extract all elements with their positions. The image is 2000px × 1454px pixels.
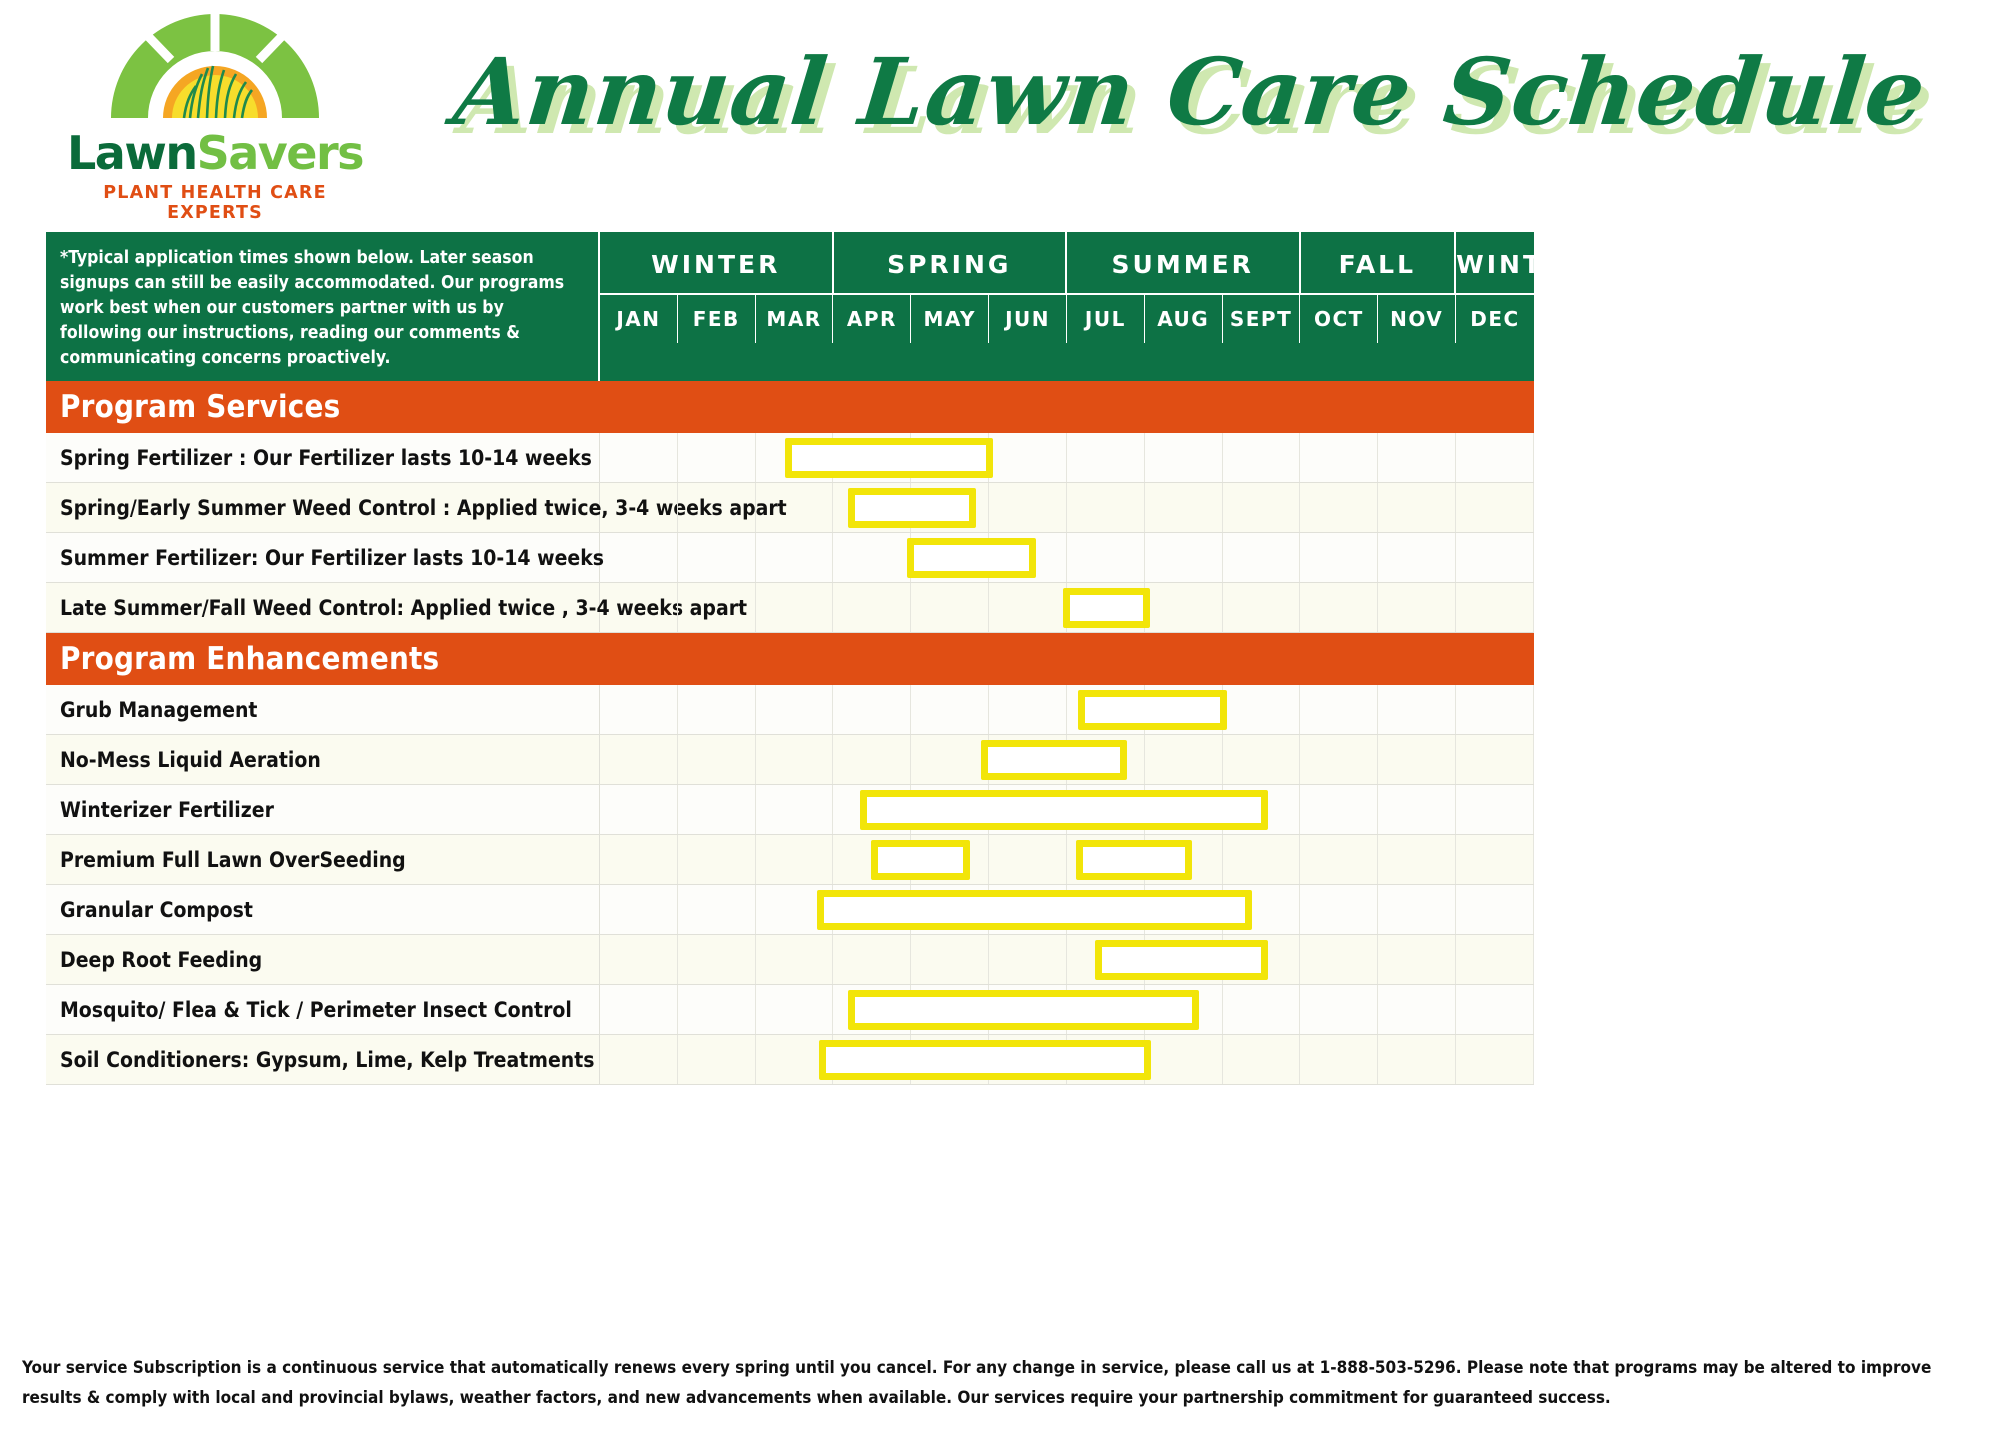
timeline-cell-feb [678,533,756,582]
service-label: Late Summer/Fall Weed Control: Applied twice , 3-4 weeks apart [46,583,600,632]
timeline-cell-mar [756,533,834,582]
timeline-cell-jul [1067,433,1145,482]
timeline-cell-oct [1300,1035,1378,1084]
timeline-cell-feb [678,583,756,632]
schedule-bar [848,488,976,528]
timeline-cell-may [911,685,989,734]
timeline-cell-aug [1145,1035,1223,1084]
timeline-cell-apr [833,583,911,632]
timeline-cell-sept [1223,433,1301,482]
timeline-cell-mar [756,985,834,1034]
schedule-bar [819,1040,1151,1080]
table-row [46,533,1534,583]
brand-wordmark-lawn: Lawn [66,126,197,180]
timeline-cell-jan [600,785,678,834]
timeline-cell-apr [833,735,911,784]
timeline-cell-mar [756,685,834,734]
timeline-cell-jan [600,735,678,784]
timeline-cell-sept [1223,985,1301,1034]
month-cell-aug: AUG [1145,295,1223,343]
schedule-bar [871,840,971,880]
timeline-cell-nov [1378,533,1456,582]
table-row [46,433,1534,483]
timeline-cell-aug [1145,583,1223,632]
timeline-cell-apr [833,533,911,582]
timeline-cell-jan [600,1035,678,1084]
month-cell-may: MAY [911,295,989,343]
service-label: Summer Fertilizer: Our Fertilizer lasts 10-14 weeks [46,533,600,582]
timeline-cell-sept [1223,583,1301,632]
section-header-program-services: Program Services [46,381,1534,433]
footer-text: Your service Subscription is a continuous service that automatically renews every spring until you cancel. For any change in service, please call us at 1-888-503-5296. Please note that programs may be altered to improve results & comply with local and provincial bylaws, weather factors, and new advancements when available. Our services require your partnership commitment for guaranteed success. [22,1358,1932,1408]
timeline-cell-jan [600,533,678,582]
service-label: Deep Root Feeding [46,935,600,984]
timeline-cell-jan [600,835,678,884]
brand-logo [55,8,375,223]
timeline-cell-jan [600,583,678,632]
timeline-cell-oct [1300,835,1378,884]
timeline-cells [600,685,1534,734]
timeline-cell-jun [989,433,1067,482]
timeline-cell-sept [1223,1035,1301,1084]
timeline-cell-dec [1456,835,1534,884]
service-label: Soil Conditioners: Gypsum, Lime, Kelp Treatments [46,1035,600,1084]
timeline-cell-nov [1378,1035,1456,1084]
timeline-cell-dec [1456,685,1534,734]
timeline-cells [600,985,1534,1034]
timeline-cell-jan [600,483,678,532]
table-row [46,735,1534,785]
timeline-cell-dec [1456,985,1534,1034]
month-cell-feb: FEB [678,295,756,343]
schedule-note-text: *Typical application times shown below. Later season signups can still be easily accommodated. Our programs work best when our customers partner with us by following our instructions, reading our comments & communicating concerns proactively. [60,248,565,368]
schedule-bar [907,538,1035,578]
timeline-cell-feb [678,735,756,784]
timeline-cell-nov [1378,433,1456,482]
schedule-bar [981,740,1127,780]
timeline-cell-jan [600,985,678,1034]
month-row [600,295,1534,343]
page-title: Annual Lawn Care Schedule [449,38,1931,146]
timeline-cell-mar [756,935,834,984]
timeline-cell-oct [1300,483,1378,532]
timeline-cell-mar [756,483,834,532]
timeline-cell-jun [989,685,1067,734]
service-label: Spring Fertilizer : Our Fertilizer lasts 10-14 weeks [46,433,600,482]
month-cell-jun: JUN [989,295,1067,343]
timeline-cells [600,935,1534,984]
timeline-cell-oct [1300,433,1378,482]
table-row [46,685,1534,735]
timeline-cell-nov [1378,785,1456,834]
season-cell-spring-1: SPRING [834,232,1068,295]
month-cell-mar: MAR [756,295,834,343]
timeline-cell-feb [678,685,756,734]
brand-wordmark [55,128,375,178]
timeline-cell-apr [833,685,911,734]
service-label: Grub Management [46,685,600,734]
schedule-bar [1076,840,1191,880]
season-cell-summer-2: SUMMER [1067,232,1301,295]
timeline-cell-nov [1378,583,1456,632]
schedule-sections [46,381,1534,1085]
timeline-cell-jan [600,885,678,934]
timeline-cell-aug [1145,735,1223,784]
timeline-cell-jun [989,835,1067,884]
timeline-cell-feb [678,935,756,984]
timeline-cells [600,1035,1534,1084]
timeline-cell-jul [1067,483,1145,532]
timeline-cell-feb [678,1035,756,1084]
timeline-cells [600,583,1534,632]
timeline-cell-nov [1378,483,1456,532]
timeline-cell-oct [1300,985,1378,1034]
timeline-cell-feb [678,785,756,834]
timeline-cell-aug [1145,483,1223,532]
timeline-cell-nov [1378,985,1456,1034]
table-row [46,885,1534,935]
timeline-cells [600,735,1534,784]
season-row [600,232,1586,295]
schedule-bar [860,790,1268,830]
calendar-header [600,232,1586,381]
timeline-cell-sept [1223,735,1301,784]
timeline-cell-may [911,935,989,984]
schedule-bar [785,438,993,478]
timeline-cell-feb [678,985,756,1034]
page-title-wrap [400,38,1980,178]
timeline-cell-oct [1300,885,1378,934]
timeline-cell-oct [1300,735,1378,784]
timeline-cell-sept [1223,533,1301,582]
sunrise-grass-logo-icon [90,8,340,128]
timeline-cell-sept [1223,835,1301,884]
service-label: Granular Compost [46,885,600,934]
brand-wordmark-savers: Savers [196,126,364,180]
timeline-cell-jan [600,685,678,734]
timeline-cell-aug [1145,433,1223,482]
service-label: Mosquito/ Flea & Tick / Perimeter Insect Control [46,985,600,1034]
month-cell-nov: NOV [1378,295,1456,343]
table-row [46,483,1534,533]
service-label: Premium Full Lawn OverSeeding [46,835,600,884]
timeline-cell-nov [1378,685,1456,734]
timeline-cell-dec [1456,483,1534,532]
timeline-cell-dec [1456,935,1534,984]
timeline-cell-jan [600,935,678,984]
month-cell-sept: SEPT [1223,295,1301,343]
timeline-cell-dec [1456,433,1534,482]
timeline-cells [600,533,1534,582]
timeline-cell-oct [1300,583,1378,632]
schedule-bar [817,890,1252,930]
timeline-cell-oct [1300,785,1378,834]
section-header-program-enhancements: Program Enhancements [46,633,1534,685]
schedule-note [46,232,600,381]
service-label: Spring/Early Summer Weed Control : Applied twice, 3-4 weeks apart [46,483,600,532]
service-label: No-Mess Liquid Aeration [46,735,600,784]
season-cell-winter-4: WINTER [1456,232,1534,295]
table-row [46,583,1534,633]
month-cell-apr: APR [833,295,911,343]
timeline-cell-dec [1456,885,1534,934]
page-header [0,0,2000,232]
month-cell-dec: DEC [1470,307,1520,331]
timeline-cell-oct [1300,935,1378,984]
schedule-bar [1063,588,1150,628]
table-header [46,232,1586,381]
table-row [46,1035,1534,1085]
table-row [46,985,1534,1035]
table-row [46,785,1534,835]
brand-tagline: PLANT HEALTH CARE EXPERTS [103,183,327,223]
timeline-cell-aug [1145,533,1223,582]
timeline-cell-mar [756,785,834,834]
season-cell-fall-3: FALL [1301,232,1457,295]
timeline-cell-feb [678,433,756,482]
timeline-cell-feb [678,483,756,532]
timeline-cell-jan [600,433,678,482]
timeline-cell-dec [1456,735,1534,784]
timeline-cell-jun [989,935,1067,984]
schedule-bar [1095,940,1268,980]
timeline-cells [600,885,1534,934]
timeline-cell-dec [1456,533,1534,582]
timeline-cell-oct [1300,533,1378,582]
timeline-cell-dec [1456,785,1534,834]
schedule-bar [848,990,1199,1030]
timeline-cell-nov [1378,735,1456,784]
month-cell-oct: OCT [1300,295,1378,343]
timeline-cells [600,433,1534,482]
schedule-table [46,232,1586,1085]
service-label: Winterizer Fertilizer [46,785,600,834]
table-row [46,935,1534,985]
timeline-cell-dec [1456,583,1534,632]
schedule-bar [1078,690,1227,730]
season-cell-winter-0: WINTER [600,232,834,295]
timeline-cell-oct [1300,685,1378,734]
timeline-cell-may [911,583,989,632]
timeline-cells [600,785,1534,834]
month-cell-jul: JUL [1067,295,1145,343]
timeline-cell-apr [833,935,911,984]
timeline-cell-sept [1223,483,1301,532]
timeline-cell-jul [1067,533,1145,582]
timeline-cell-mar [756,583,834,632]
timeline-cell-feb [678,835,756,884]
timeline-cells [600,483,1534,532]
timeline-cells [600,835,1534,884]
timeline-cell-dec [1456,1035,1534,1084]
page-footer [22,1353,1982,1413]
timeline-cell-mar [756,835,834,884]
table-row [46,835,1534,885]
timeline-cell-sept [1223,685,1301,734]
timeline-cell-feb [678,885,756,934]
timeline-cell-nov [1378,885,1456,934]
timeline-cell-nov [1378,835,1456,884]
timeline-cell-may [911,735,989,784]
timeline-cell-jun [989,583,1067,632]
timeline-cell-jun [989,483,1067,532]
timeline-cell-nov [1378,935,1456,984]
timeline-cell-mar [756,735,834,784]
month-cell-jan: JAN [600,295,678,343]
